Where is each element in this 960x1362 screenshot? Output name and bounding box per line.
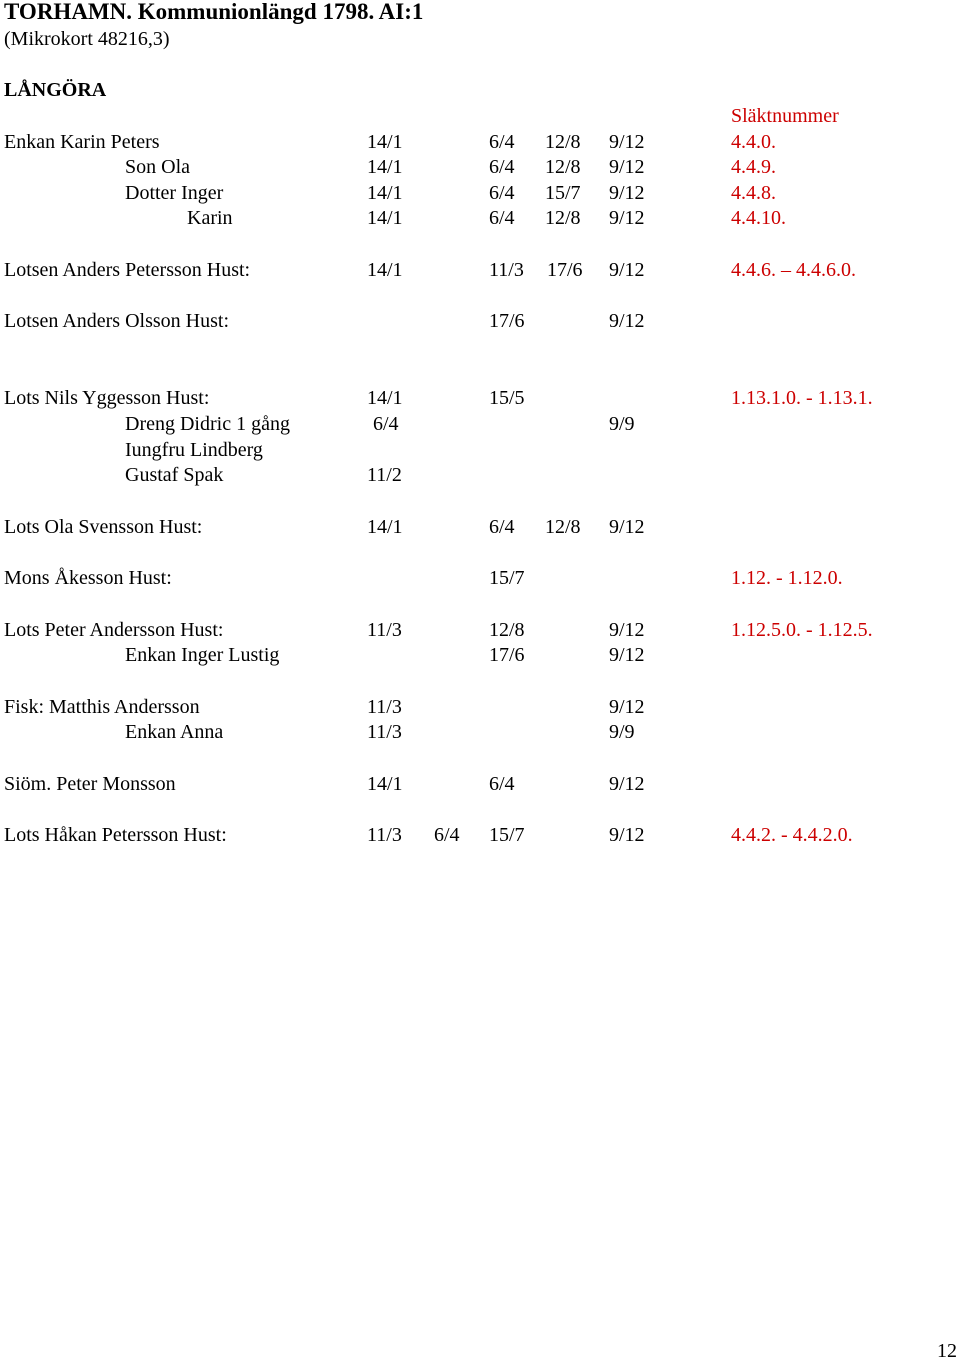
date-cell: 9/12 — [609, 696, 645, 718]
slaktnummer-cell: 4.4.8. — [731, 182, 776, 204]
person-name: Enkan Inger Lustig — [125, 644, 280, 666]
person-name: Lotsen Anders Olsson Hust: — [4, 310, 229, 332]
date-cell: 14/1 — [367, 259, 403, 281]
slaktnummer-cell: 4.4.9. — [731, 156, 776, 178]
date-cell: 17/6 — [489, 310, 525, 332]
date-cell: 9/12 — [609, 207, 645, 229]
slaktnummer-cell: 4.4.2. - 4.4.2.0. — [731, 824, 853, 846]
person-name: Siöm. Peter Monsson — [4, 773, 176, 795]
date-cell: 6/4 — [373, 413, 399, 435]
person-name: Mons Åkesson Hust: — [4, 567, 172, 589]
date-cell: 14/1 — [367, 516, 403, 538]
slaktnummer-cell: 4.4.6. – 4.4.6.0. — [731, 259, 856, 281]
slaktnummer-cell: 1.12.5.0. - 1.12.5. — [731, 619, 873, 641]
person-name: Lots Nils Yggesson Hust: — [4, 387, 210, 409]
date-cell: 15/7 — [489, 567, 525, 589]
date-cell: 6/4 — [489, 156, 515, 178]
date-cell: 11/2 — [367, 464, 402, 486]
slaktnummer-cell: 1.12. - 1.12.0. — [731, 567, 843, 589]
date-cell: 12/8 — [545, 207, 581, 229]
date-cell: 9/12 — [609, 644, 645, 666]
date-cell: 11/3 — [367, 696, 402, 718]
date-cell: 14/1 — [367, 387, 403, 409]
person-name: Dotter Inger — [125, 182, 224, 204]
date-cell: 6/4 — [489, 207, 515, 229]
date-cell: 9/12 — [609, 182, 645, 204]
date-cell: 11/3 — [367, 721, 402, 743]
person-name: Son Ola — [125, 156, 190, 178]
date-cell: 17/6 — [489, 644, 525, 666]
date-cell: 9/12 — [609, 156, 645, 178]
date-cell: 9/12 — [609, 824, 645, 846]
date-cell: 14/1 — [367, 182, 403, 204]
slaktnummer-cell: 4.4.0. — [731, 131, 776, 153]
date-cell: 14/1 — [367, 207, 403, 229]
date-cell: 9/12 — [609, 310, 645, 332]
document-title: TORHAMN. Kommunionlängd 1798. AI:1 — [4, 0, 424, 24]
person-name: Enkan Anna — [125, 721, 224, 743]
date-cell: 14/1 — [367, 131, 403, 153]
date-cell: 6/4 — [489, 131, 515, 153]
date-cell: 9/12 — [609, 516, 645, 538]
date-cell: 11/3 — [489, 259, 524, 281]
date-cell: 6/4 — [489, 516, 515, 538]
document-subtitle: (Mikrokort 48216,3) — [4, 28, 170, 50]
date-cell: 11/3 — [367, 619, 402, 641]
date-cell: 9/12 — [609, 773, 645, 795]
person-name: Fisk: Matthis Andersson — [4, 696, 200, 718]
page-number: 12 — [937, 1340, 957, 1362]
date-cell: 6/4 — [489, 182, 515, 204]
person-name: Dreng Didric 1 gång — [125, 413, 290, 435]
person-name: Lots Håkan Petersson Hust: — [4, 824, 227, 846]
slaktnummer-cell: 4.4.10. — [731, 207, 786, 229]
date-cell: 11/3 — [367, 824, 402, 846]
person-name: Iungfru Lindberg — [125, 439, 263, 461]
person-name: Lotsen Anders Petersson Hust: — [4, 259, 251, 281]
date-cell: 12/8 — [545, 131, 581, 153]
slaktnummer-cell: 1.13.1.0. - 1.13.1. — [731, 387, 873, 409]
date-cell: 12/8 — [489, 619, 525, 641]
date-cell: 17/6 — [547, 259, 583, 281]
date-cell: 6/4 — [434, 824, 460, 846]
date-cell: 9/12 — [609, 131, 645, 153]
person-name: Karin — [187, 207, 233, 229]
person-name: Gustaf Spak — [125, 464, 224, 486]
date-cell: 9/12 — [609, 259, 645, 281]
date-cell: 9/9 — [609, 413, 635, 435]
date-cell: 6/4 — [489, 773, 515, 795]
section-heading: LÅNGÖRA — [4, 79, 107, 101]
date-cell: 9/9 — [609, 721, 635, 743]
date-cell: 14/1 — [367, 156, 403, 178]
date-cell: 15/7 — [489, 824, 525, 846]
date-cell: 15/7 — [545, 182, 581, 204]
person-name: Lots Peter Andersson Hust: — [4, 619, 224, 641]
column-heading-slaktnummer: Släktnummer — [731, 105, 839, 127]
person-name: Enkan Karin Peters — [4, 131, 160, 153]
date-cell: 15/5 — [489, 387, 525, 409]
date-cell: 9/12 — [609, 619, 645, 641]
person-name: Lots Ola Svensson Hust: — [4, 516, 203, 538]
date-cell: 14/1 — [367, 773, 403, 795]
date-cell: 12/8 — [545, 516, 581, 538]
date-cell: 12/8 — [545, 156, 581, 178]
